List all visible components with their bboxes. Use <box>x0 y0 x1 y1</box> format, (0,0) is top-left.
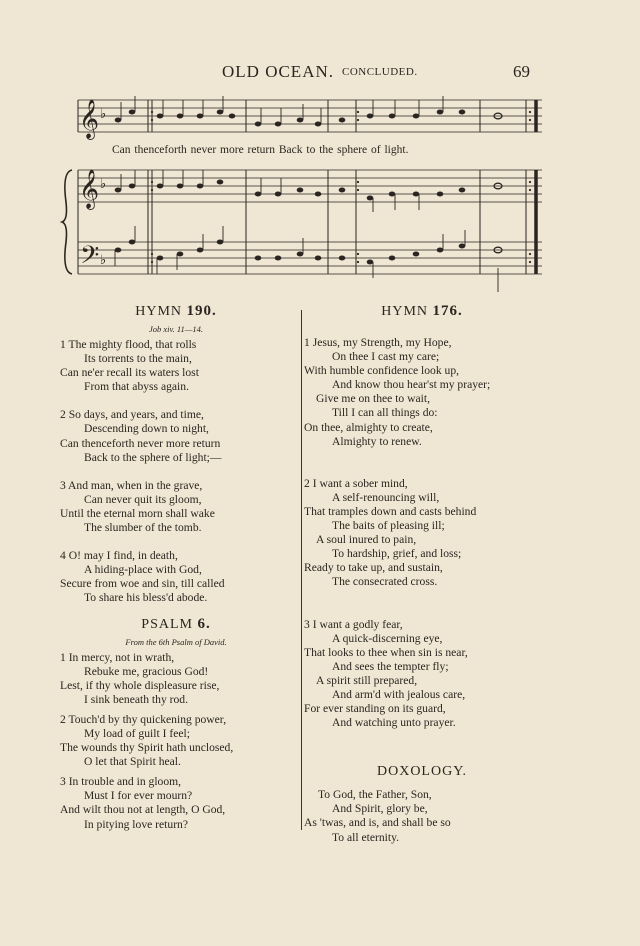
verse-line: A soul inured to pain, <box>316 533 417 547</box>
psalm-6-title-number: 6. <box>197 615 211 632</box>
verse-line: To all eternity. <box>332 830 400 844</box>
verse-line: Secure from woe and sin, till called <box>60 577 225 591</box>
page-number: 69 <box>513 62 530 81</box>
verse-line: Must I for ever mourn? <box>84 789 193 803</box>
verse-line: With humble confidence look up, <box>304 364 460 378</box>
verse-line: To share his bless'd abode. <box>84 591 208 605</box>
hymn-190-title <box>60 303 292 320</box>
verse-line: A spirit still prepared, <box>316 673 418 687</box>
hymn-190-title-word: HYMN <box>135 304 183 319</box>
verse-line: The baits of pleasing ill; <box>332 519 445 533</box>
verse-line: My load of guilt I feel; <box>84 726 190 740</box>
svg-text:♭: ♭ <box>100 176 107 191</box>
verse-line: Almighty to renew. <box>332 434 422 448</box>
verse-line: A self-renouncing will, <box>332 490 440 504</box>
psalm-6-reference: From the 6th Psalm of David. <box>125 636 227 647</box>
verse-line: Its torrents to the main, <box>84 352 192 366</box>
music-score <box>60 92 550 302</box>
doxology-stanza <box>304 788 540 844</box>
verse-line: To hardship, grief, and loss; <box>332 547 462 561</box>
psalm-6-title-word: PSALM <box>141 616 193 632</box>
verse-line: Back to the sphere of light;— <box>84 450 222 464</box>
verse-line: And know thou hear'st my prayer; <box>332 378 491 392</box>
psalm-6-stanza <box>60 651 292 707</box>
svg-text:𝄢: 𝄢 <box>80 241 100 276</box>
verse-line: On thee I cast my care; <box>332 350 440 364</box>
verse-line: Can ne'er recall its waters lost <box>60 366 199 380</box>
verse-line: And arm'd with jealous care, <box>332 687 466 701</box>
verse-line: Descending down to night, <box>84 422 209 436</box>
verse-line: I sink beneath thy rod. <box>84 692 188 706</box>
verse-line: 3 And man, when in the grave, <box>60 478 203 492</box>
hymn-190-reference: Job xiv. 11—14. <box>149 324 203 334</box>
verse-line: Can thenceforth never more return <box>60 436 221 450</box>
hymn-190-stanza <box>60 479 292 535</box>
verse-line: That looks to thee when sin is near, <box>304 645 468 659</box>
verse-line: A quick-discerning eye, <box>332 631 443 645</box>
verse-line: 2 So days, and years, and time, <box>60 408 204 422</box>
hymn-176-stanza <box>304 477 540 590</box>
hymn-176-stanza <box>304 618 540 731</box>
verse-line: 2 I want a sober mind, <box>304 476 408 490</box>
hymn-190-stanza <box>60 408 292 464</box>
svg-text:♭: ♭ <box>100 252 107 267</box>
hymn-176-stanza <box>304 336 540 449</box>
verse-line: 3 In trouble and in gloom, <box>60 775 182 789</box>
verse-line: A hiding-place with God, <box>84 563 202 577</box>
running-header <box>0 62 640 84</box>
verse-line: That tramples down and casts behind <box>304 504 477 518</box>
hymn-176-title-word: HYMN <box>381 304 429 319</box>
verse-line: And sees the tempter fly; <box>332 659 449 673</box>
verse-line: For ever standing on its guard, <box>304 702 446 716</box>
running-subtitle: CONCLUDED. <box>342 66 418 78</box>
verse-line: Lest, if thy whole displeasure rise, <box>60 678 220 692</box>
verse-line: Until the eternal morn shall wake <box>60 506 215 520</box>
verse-line: Till I can all things do: <box>332 406 438 420</box>
svg-text:𝄞: 𝄞 <box>79 99 100 139</box>
verse-line: The wounds thy Spirit hath unclosed, <box>60 741 234 755</box>
hymn-190-title-number: 190. <box>186 303 217 319</box>
doxology-title: DOXOLOGY. <box>376 764 468 780</box>
verse-line: 3 I want a godly fear, <box>304 617 403 631</box>
hymn-190-stanza <box>60 549 292 605</box>
verse-line: To God, the Father, Son, <box>318 788 432 802</box>
verse-line: And Spirit, glory be, <box>332 802 428 816</box>
svg-text:♭: ♭ <box>100 106 107 121</box>
verse-line: And wilt thou not at length, O God, <box>60 803 226 817</box>
right-column <box>304 303 540 859</box>
verse-line: Give me on thee to wait, <box>316 392 430 406</box>
verse-line: 4 O! may I find, in death, <box>60 549 178 563</box>
hymn-190-stanza <box>60 338 292 394</box>
verse-line: O let that Spirit heal. <box>84 755 181 769</box>
verse-line: On thee, almighty to create, <box>304 420 433 434</box>
verse-line: 1 In mercy, not in wrath, <box>60 650 175 664</box>
music-lyric: Can thenceforth never more return Back to the sphere of light. <box>112 144 409 156</box>
hymn-176-title <box>304 303 540 320</box>
verse-line: And watching unto prayer. <box>332 716 456 730</box>
verse-line: 2 Touch'd by thy quickening power, <box>60 712 227 726</box>
svg-text:𝄞: 𝄞 <box>79 169 100 209</box>
psalm-6-title <box>60 616 292 633</box>
verse-line: The slumber of the tomb. <box>84 521 202 535</box>
verse-line: Can never quit its gloom, <box>84 492 202 506</box>
verse-line: 1 Jesus, my Strength, my Hope, <box>304 336 452 349</box>
psalm-6-stanza <box>60 775 292 831</box>
verse-line: Ready to take up, and sustain, <box>304 561 443 575</box>
verse-line: Rebuke me, gracious God! <box>84 664 209 678</box>
verse-line: 1 The mighty flood, that rolls <box>60 338 197 351</box>
hymn-176-title-number: 176. <box>432 303 463 319</box>
verse-line: From that abyss again. <box>84 380 189 394</box>
running-title: OLD OCEAN. <box>222 62 334 81</box>
verse-line: As 'twas, and is, and shall be so <box>304 816 451 830</box>
left-column <box>60 303 292 846</box>
verse-line: The consecrated cross. <box>332 575 438 589</box>
verse-line: In pitying love return? <box>84 817 188 831</box>
psalm-6-stanza <box>60 713 292 769</box>
column-divider <box>301 310 302 830</box>
